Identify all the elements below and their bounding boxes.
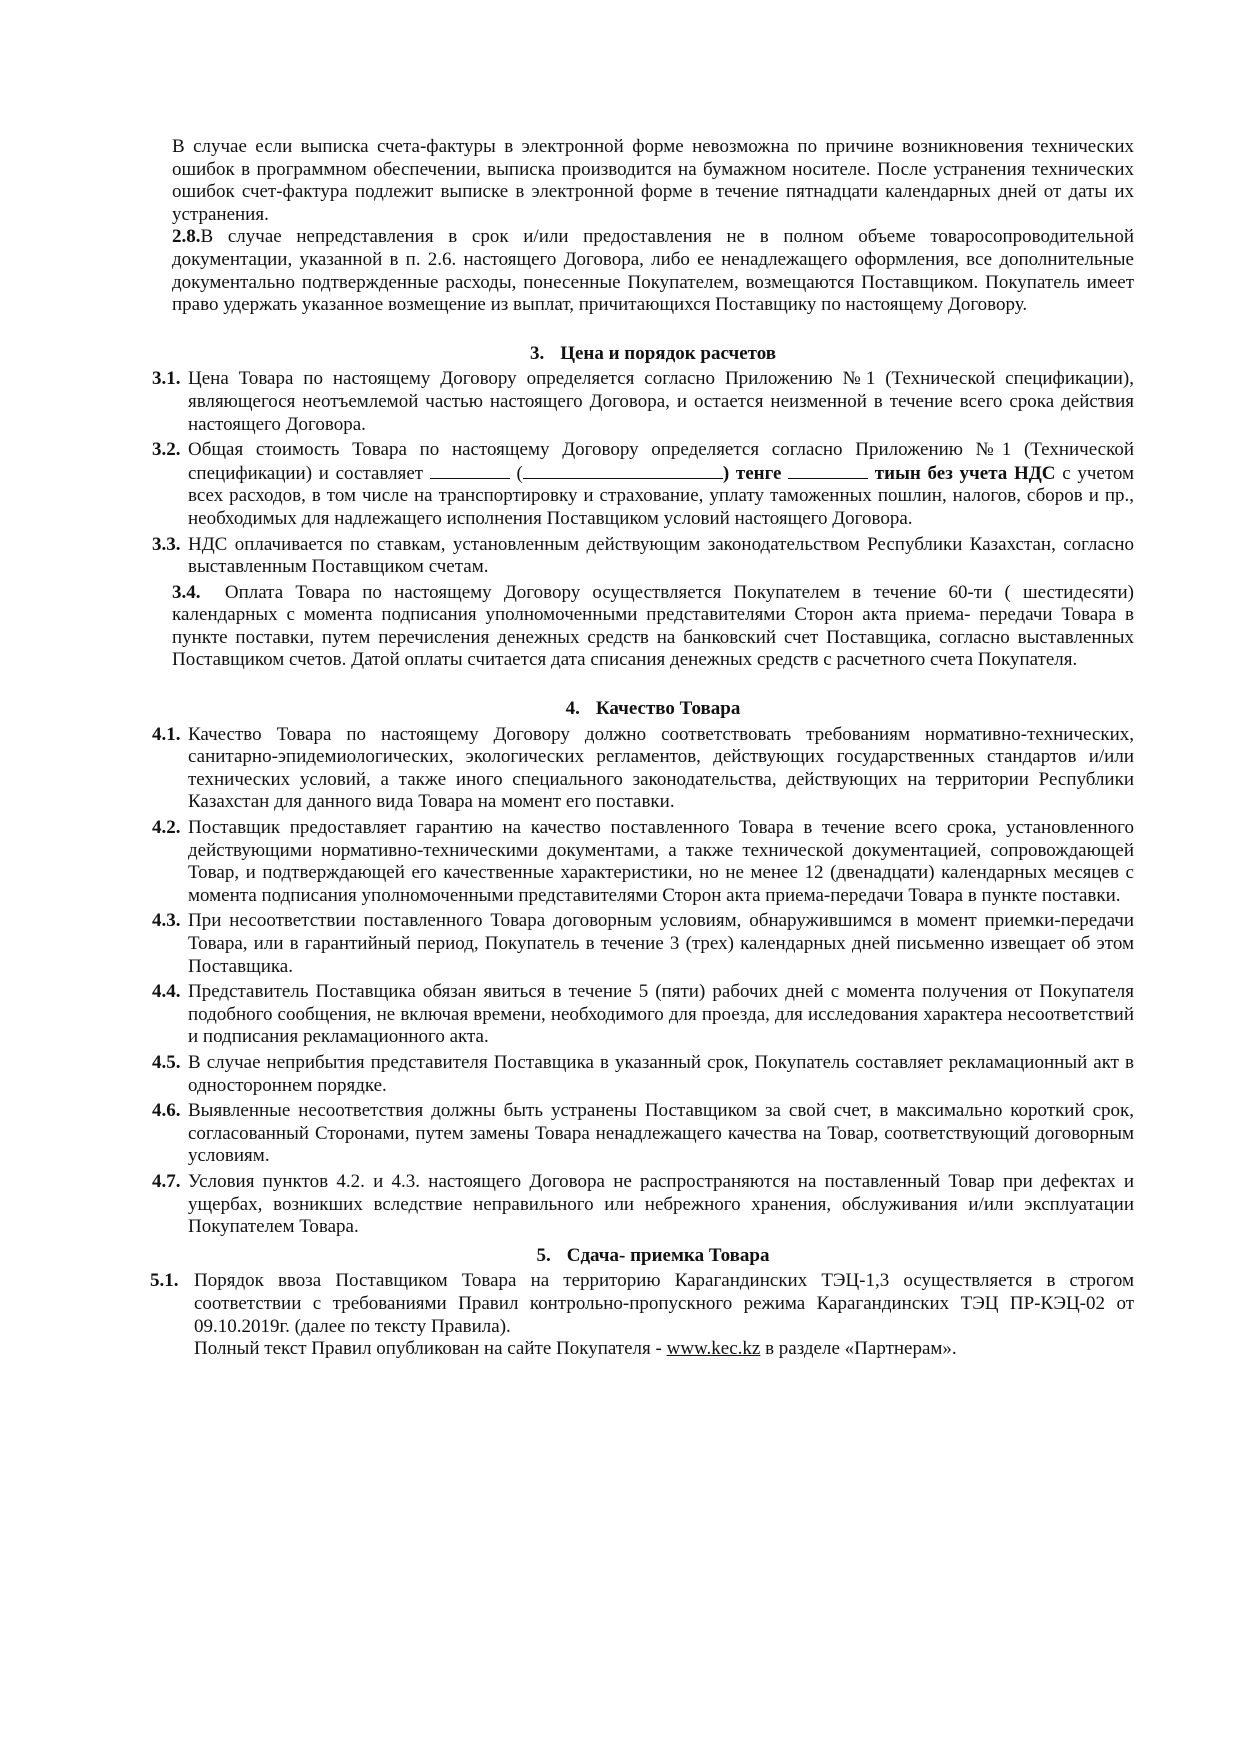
section-4-heading	[172, 698, 1134, 721]
clause-number: 4.5.	[152, 1051, 181, 1073]
section-number: 3.	[529, 342, 545, 364]
clause-4-4	[152, 981, 1134, 1049]
clause-text-part: Общая стоимость Товара по настоящему Договору определяется согласно Приложению №1 (Технической спецификации) и составляет	[188, 439, 1134, 484]
clause-number: 3.1.	[152, 368, 181, 390]
clause-number: 4.6.	[152, 1100, 181, 1122]
clause-text: Выявленные несоответствия должны быть устранены Поставщиком за свой счет, в максимально короткий срок, согласованный Сторонами, путем замены Товара ненадлежащего качества на Товар, соответствующий договорным условиям.	[188, 1100, 1134, 1167]
clause-text: НДС оплачивается по ставкам, установленным действующим законодательством Республики Казахстан, согласно выставленным Поставщиком счетам.	[188, 533, 1134, 578]
paren-open: (	[516, 462, 523, 484]
amount-blank	[430, 462, 510, 479]
clause-text	[188, 439, 1134, 530]
clause-4-6	[152, 1100, 1134, 1168]
intro-paragraph: В случае если выписка счета-фактуры в электронной форме невозможна по причине возникновения технических ошибок в программном обеспечении, выписка производится на бумажном носителе. После устранения технических ошибок счет-фактура подлежит выписке в электронной форме в течение пятнадцати календарных дней от даты их устранения.	[172, 136, 1134, 225]
clause-number: 2.8.	[172, 226, 201, 248]
clause-number: 4.2.	[152, 817, 181, 839]
tiyn-blank	[788, 462, 868, 479]
clause-number: 3.3.	[152, 533, 181, 555]
clause-text: Условия пунктов 4.2. и 4.3. настоящего Договора не распространяются на поставленный Товар при дефектах и ущербах, возникших вследствие неправильного или небрежного хранения, обслуживания и/или эксплуатации Покупателем Товара.	[188, 1170, 1134, 1238]
clause-text: Поставщик предоставляет гарантию на качество поставленного Товара в течение всего срока, установленного действующими нормативно-техническими документами, а также технической документацией, сопровождающей Товар, и подтверждающей его качественные характеристики, но не менее 12 (двенадцати) календарных месяцев с момента подписания уполномоченными представителями Сторон акта приема-передачи Товара в пункте поставки.	[188, 817, 1134, 906]
clause-text: Цена Товара по настоящему Договору определяется согласно Приложению №1 (Технической спецификации), являющегося неотъемлемой частью настоящего Договора, и остается неизменной в течение всего срока действия настоящего Договора.	[188, 368, 1134, 435]
clause-3-3	[152, 533, 1134, 579]
clause-text-part: Полный текст Правил опубликован на сайте Покупателя -	[194, 1338, 662, 1360]
clause-text: В случае неприбытия представителя Поставщика в указанный срок, Покупатель составляет рекламационный акт в одностороннем порядке.	[188, 1051, 1134, 1096]
clause-4-7	[152, 1170, 1134, 1239]
clause-2-8	[172, 226, 1134, 316]
website-link[interactable]: www.kec.kz	[666, 1338, 761, 1360]
clause-5-1	[150, 1270, 1134, 1360]
clause-text-part: в разделе «Партнерам».	[765, 1338, 957, 1360]
clause-number: 4.1.	[152, 723, 181, 745]
clause-number: 4.7.	[152, 1170, 181, 1192]
clause-number: 4.3.	[152, 910, 181, 932]
section-3-heading	[172, 343, 1134, 366]
tiyn-label: тиын без учета НДС	[874, 462, 1056, 484]
clause-4-3	[152, 910, 1134, 978]
clause-text: Оплата Товара по настоящему Договору осуществляется Покупателем в течение 60-ти ( шестидесяти) календарных с момента подписания уполномоченными представителями Сторон акта приема- передачи Товара в пункте поставки, путем перечисления денежных средств на банковский счет Поставщика, согласно выставленных Поставщиком счетов. Датой оплаты считается дата списания денежных средств с расчетного счета Покупателя.	[172, 581, 1135, 671]
clause-3-4	[172, 582, 1134, 672]
clause-4-2	[152, 817, 1134, 907]
tenge-label: тенге	[735, 462, 782, 484]
clause-text: Качество Товара по настоящему Договору должно соответствовать требованиям нормативно-технических, санитарно-эпидемиологических, экологических регламентов, действующих государственных стандартов и/или технических условий, а также иного специального законодательства, действующих на территории Республики Казахстан для данного вида Товара на момент его поставки.	[188, 723, 1134, 813]
clause-text-part: с учетом всех расходов, в том числе на транспортировку и страхование, уплату таможенных пошлин, налогов, сборов и пр., необходимых для надлежащего исполнения Поставщиком условий настоящего Договора.	[188, 462, 1135, 529]
clause-text	[194, 1270, 1134, 1360]
clause-text-part: Порядок ввоза Поставщиком Товара на территорию Карагандинских ТЭЦ-1,3 осуществляется в строгом соответствии с требованиями Правил контрольно-пропускного режима Карагандинских ТЭЦ ПР-КЭЦ-02 от 09.10.2019г. (далее по тексту Правила).	[194, 1270, 1134, 1337]
amount-words-blank	[523, 462, 723, 479]
clause-4-5	[152, 1051, 1134, 1097]
section-title: Качество Товара	[595, 698, 741, 720]
clause-text: Представитель Поставщика обязан явиться в течение 5 (пяти) рабочих дней с момента получения от Покупателя подобного сообщения, не включая времени, необходимого для проезда, для исследования характера несоответствий и подписания рекламационного акта.	[188, 981, 1134, 1048]
section-number: 4.	[565, 698, 580, 720]
section-title: Сдача- приемка Товара	[566, 1244, 770, 1266]
clause-number: 3.4.	[172, 581, 201, 603]
section-5-heading	[172, 1245, 1134, 1268]
clause-text: В случае непредставления в срок и/или предоставления не в полном объеме товаросопроводительной документации, указанной в п. 2.6. настоящего Договора, либо ее ненадлежащего оформления, все дополнительные документально подтвержденные расходы, понесенные Покупателем, возмещаются Поставщиком. Покупатель имеет право удержать указанное возмещение из выплат, причитающихся Поставщику по настоящему Договору.	[172, 226, 1134, 316]
clause-text: При несоответствии поставленного Товара договорным условиям, обнаружившимся в момент приемки-передачи Товара, или в гарантийный период, Покупатель в течение 3 (трех) календарных дней письменно извещает об этом Поставщика.	[188, 910, 1134, 977]
section-number: 5.	[536, 1244, 551, 1266]
clause-number: 4.4.	[152, 981, 181, 1003]
paren-close: )	[722, 462, 730, 484]
section-title: Цена и порядок расчетов	[560, 342, 777, 364]
clause-number: 5.1.	[150, 1270, 179, 1292]
clause-3-2	[152, 439, 1135, 530]
document-page	[150, 136, 1135, 1361]
clause-number: 3.2.	[152, 439, 181, 461]
clause-3-1	[152, 368, 1134, 436]
clause-4-1	[152, 723, 1134, 814]
